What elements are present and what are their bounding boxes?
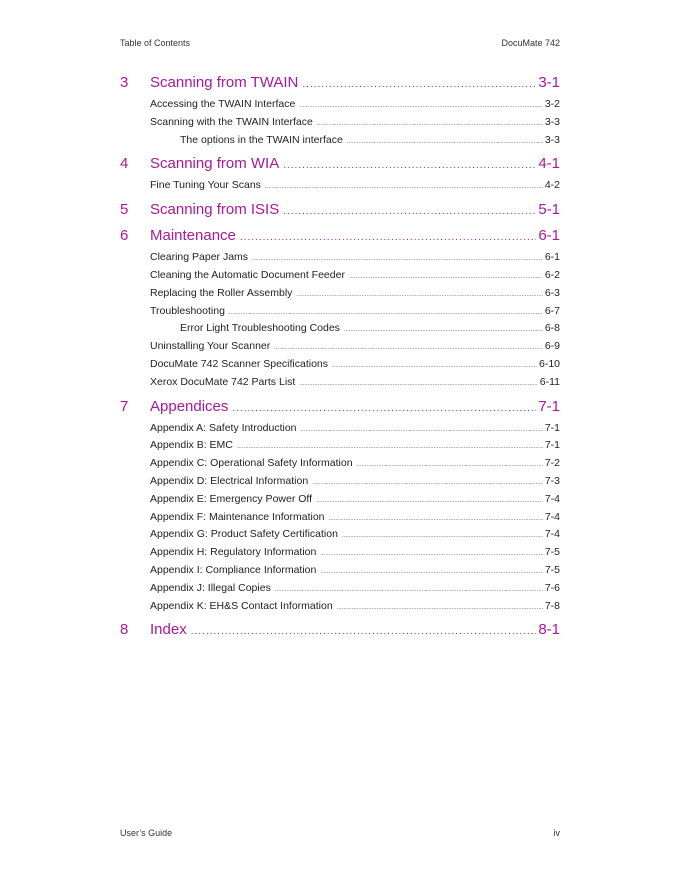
chapter-title: Maintenance bbox=[150, 227, 236, 245]
dot-leader bbox=[320, 551, 542, 557]
toc-entry[interactable] bbox=[120, 287, 560, 305]
entry-title: The options in the TWAIN interface bbox=[180, 133, 343, 146]
toc-subentry[interactable] bbox=[120, 322, 560, 340]
toc-subentry[interactable] bbox=[120, 134, 560, 152]
entry-title: Appendix F: Maintenance Information bbox=[150, 510, 325, 523]
toc-entry-row bbox=[150, 422, 560, 434]
toc-chapter[interactable] bbox=[120, 74, 560, 96]
entry-page-number: 3-3 bbox=[544, 115, 560, 128]
chapter-title: Index bbox=[150, 621, 187, 639]
entry-title: Appendix A: Safety Introduction bbox=[150, 421, 297, 434]
chapter-number: 4 bbox=[120, 155, 129, 173]
chapter-page-number: 8-1 bbox=[538, 621, 560, 639]
entry-page-number: 3-3 bbox=[544, 133, 560, 146]
dot-leader bbox=[342, 533, 543, 539]
dot-leader bbox=[349, 274, 543, 280]
entry-page-number: 7-5 bbox=[544, 563, 560, 576]
dot-leader bbox=[240, 232, 536, 243]
toc-chapter-row bbox=[150, 227, 560, 244]
toc-chapter-row bbox=[150, 398, 560, 415]
toc-entry[interactable] bbox=[120, 422, 560, 440]
dot-leader bbox=[344, 327, 543, 333]
chapter-page-number: 4-1 bbox=[538, 155, 560, 173]
toc-entry-row bbox=[150, 475, 560, 487]
dot-leader bbox=[296, 292, 542, 298]
chapter-title: Appendices bbox=[150, 397, 229, 415]
toc-chapter-row bbox=[150, 201, 560, 218]
toc-chapter-row bbox=[150, 74, 560, 91]
entry-page-number: 7-5 bbox=[544, 546, 560, 559]
entry-page-number: 7-3 bbox=[544, 474, 560, 487]
dot-leader bbox=[347, 139, 543, 145]
dot-leader bbox=[252, 256, 543, 262]
entry-title: Uninstalling Your Scanner bbox=[150, 340, 271, 353]
toc-entry-row bbox=[150, 98, 560, 110]
chapter-title: Scanning from WIA bbox=[150, 155, 280, 173]
entry-page-number: 6-2 bbox=[544, 268, 560, 281]
chapter-page-number: 5-1 bbox=[538, 201, 560, 219]
entry-page-number: 7-1 bbox=[544, 439, 560, 452]
dot-leader bbox=[317, 121, 543, 127]
toc-entry-row bbox=[150, 340, 560, 352]
entry-title: Appendix I: Compliance Information bbox=[150, 563, 317, 576]
dot-leader bbox=[332, 363, 537, 369]
entry-page-number: 7-6 bbox=[544, 581, 560, 594]
chapter-number: 7 bbox=[120, 397, 129, 415]
toc-chapter-row bbox=[150, 621, 560, 638]
chapter-number: 6 bbox=[120, 227, 129, 245]
toc-entry-row bbox=[150, 600, 560, 612]
toc-entry[interactable] bbox=[120, 600, 560, 618]
entry-title: Appendix H: Regulatory Information bbox=[150, 546, 317, 559]
toc-chapter[interactable] bbox=[120, 398, 560, 420]
toc-entry[interactable] bbox=[120, 305, 560, 323]
toc-entry[interactable] bbox=[120, 251, 560, 269]
toc-chapter[interactable] bbox=[120, 201, 560, 223]
toc-entry[interactable] bbox=[120, 269, 560, 287]
toc-entry[interactable] bbox=[120, 457, 560, 475]
chapter-number: 3 bbox=[120, 74, 129, 91]
toc-entry[interactable] bbox=[120, 340, 560, 358]
dot-leader bbox=[237, 444, 543, 450]
toc-entry[interactable] bbox=[120, 116, 560, 134]
toc-entry-row bbox=[180, 134, 560, 146]
entry-title: Scanning with the TWAIN Interface bbox=[150, 115, 313, 128]
toc-entry-row bbox=[150, 269, 560, 281]
chapter-title: Scanning from TWAIN bbox=[150, 74, 299, 91]
toc-entry-row bbox=[150, 179, 560, 191]
dot-leader bbox=[329, 516, 543, 522]
entry-page-number: 7-4 bbox=[544, 492, 560, 505]
dot-leader bbox=[274, 345, 543, 351]
entry-page-number: 7-4 bbox=[544, 528, 560, 541]
toc-entry[interactable] bbox=[120, 179, 560, 197]
entry-page-number: 6-9 bbox=[544, 340, 560, 353]
toc-entry-row bbox=[150, 511, 560, 523]
toc-entry-row bbox=[150, 251, 560, 263]
toc-entry-row bbox=[150, 582, 560, 594]
entry-title: Troubleshooting bbox=[150, 304, 225, 317]
chapter-page-number: 3-1 bbox=[538, 74, 560, 91]
entry-page-number: 6-10 bbox=[538, 357, 560, 370]
entry-page-number: 6-8 bbox=[544, 322, 560, 335]
chapter-number: 5 bbox=[120, 201, 129, 219]
toc-entry[interactable] bbox=[120, 493, 560, 511]
toc-entry-row bbox=[150, 305, 560, 317]
dot-leader bbox=[299, 381, 537, 387]
entry-page-number: 6-3 bbox=[544, 286, 560, 299]
dot-leader bbox=[265, 184, 543, 190]
entry-title: Fine Tuning Your Scans bbox=[150, 179, 261, 192]
toc-chapter[interactable] bbox=[120, 227, 560, 249]
running-footer-title: User’s Guide bbox=[120, 828, 173, 838]
chapter-page-number: 6-1 bbox=[538, 227, 560, 245]
entry-title: Appendix K: EH&S Contact Information bbox=[150, 599, 333, 612]
entry-title: Clearing Paper Jams bbox=[150, 251, 249, 264]
toc-entry-row bbox=[180, 322, 560, 334]
running-header-section: Table of Contents bbox=[120, 38, 191, 48]
dot-leader bbox=[283, 206, 536, 217]
running-header-product: DocuMate 742 bbox=[501, 38, 560, 48]
dot-leader bbox=[191, 626, 537, 637]
entry-page-number: 4-2 bbox=[544, 179, 560, 192]
entry-page-number: 7-2 bbox=[544, 457, 560, 470]
entry-title: DocuMate 742 Scanner Specifications bbox=[150, 357, 329, 370]
toc-entry-row bbox=[150, 528, 560, 540]
toc-entry[interactable] bbox=[120, 511, 560, 529]
toc-entry[interactable] bbox=[120, 564, 560, 582]
entry-title: Appendix C: Operational Safety Information bbox=[150, 457, 353, 470]
entry-title: Appendix E: Emergency Power Off bbox=[150, 492, 313, 505]
dot-leader bbox=[229, 310, 543, 316]
toc-entry-row bbox=[150, 439, 560, 451]
toc-entry[interactable] bbox=[120, 546, 560, 564]
entry-page-number: 7-4 bbox=[544, 510, 560, 523]
dot-leader bbox=[337, 605, 543, 611]
toc-chapter-row bbox=[150, 155, 560, 172]
toc-entry[interactable] bbox=[120, 528, 560, 546]
page-number: iv bbox=[553, 828, 560, 838]
toc-entry-row bbox=[150, 358, 560, 370]
entry-title: Appendix D: Electrical Information bbox=[150, 474, 309, 487]
chapter-page-number: 7-1 bbox=[538, 397, 560, 415]
toc-entry[interactable] bbox=[120, 98, 560, 116]
entry-title: Appendix J: Illegal Copies bbox=[150, 581, 271, 594]
dot-leader bbox=[312, 480, 543, 486]
entry-page-number: 7-1 bbox=[544, 421, 560, 434]
dot-leader bbox=[301, 427, 543, 433]
entry-page-number: 3-2 bbox=[544, 98, 560, 110]
toc-entry-row bbox=[150, 376, 560, 388]
dot-leader bbox=[299, 103, 543, 109]
entry-title: Cleaning the Automatic Document Feeder bbox=[150, 268, 345, 281]
entry-title: Xerox DocuMate 742 Parts List bbox=[150, 375, 296, 388]
toc-entry[interactable] bbox=[120, 358, 560, 376]
dot-leader bbox=[357, 462, 543, 468]
toc-entry-row bbox=[150, 546, 560, 558]
dot-leader bbox=[275, 587, 543, 593]
entry-page-number: 6-1 bbox=[544, 251, 560, 264]
entry-page-number: 7-8 bbox=[544, 599, 560, 612]
entry-title: Error Light Troubleshooting Codes bbox=[180, 322, 340, 335]
chapter-number: 8 bbox=[120, 621, 129, 639]
entry-page-number: 6-11 bbox=[539, 375, 560, 388]
toc-entry-row bbox=[150, 493, 560, 505]
entry-title: Replacing the Roller Assembly bbox=[150, 286, 293, 299]
dot-leader bbox=[283, 160, 536, 171]
toc-chapter[interactable] bbox=[120, 155, 560, 177]
toc-entry[interactable] bbox=[120, 475, 560, 493]
toc-chapter[interactable] bbox=[120, 621, 560, 643]
toc-entry[interactable] bbox=[120, 376, 560, 394]
toc-entry-row bbox=[150, 457, 560, 469]
toc-entry-row bbox=[150, 116, 560, 128]
dot-leader bbox=[232, 403, 536, 414]
chapter-title: Scanning from ISIS bbox=[150, 201, 280, 219]
dot-leader bbox=[302, 79, 536, 90]
toc-entry-row bbox=[150, 287, 560, 299]
dot-leader bbox=[320, 569, 542, 575]
entry-title: Appendix B: EMC bbox=[150, 439, 233, 452]
entry-title: Appendix G: Product Safety Certification bbox=[150, 528, 338, 541]
toc-entry[interactable] bbox=[120, 439, 560, 457]
table-of-contents bbox=[120, 74, 560, 645]
entry-title: Accessing the TWAIN Interface bbox=[150, 98, 296, 110]
toc-entry[interactable] bbox=[120, 582, 560, 600]
toc-entry-row bbox=[150, 564, 560, 576]
dot-leader bbox=[316, 498, 543, 504]
entry-page-number: 6-7 bbox=[544, 304, 560, 317]
